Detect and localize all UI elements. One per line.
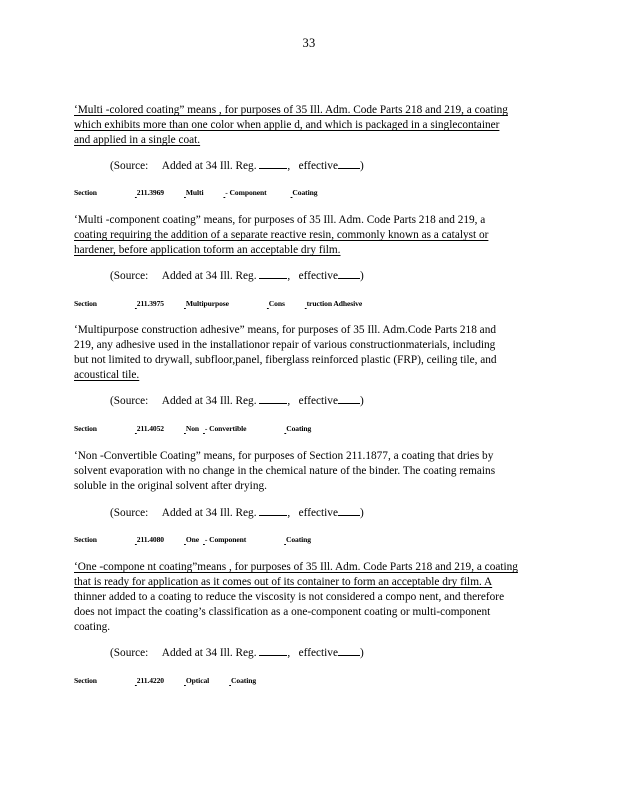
text-line: soluble in the original solvent after drying. xyxy=(74,480,267,492)
register-blank xyxy=(259,505,287,516)
section-number: 211.4052 xyxy=(136,424,165,433)
text-line: ‘Multipurpose construction adhesive” means, for purposes of 35 Ill. Adm.Code Parts 218 and xyxy=(74,324,496,336)
section-number: 211.3969 xyxy=(136,188,165,197)
register-blank xyxy=(259,645,287,656)
section-number: 211.3975 xyxy=(136,299,165,308)
section-title: - Component xyxy=(204,535,247,544)
source-close: ) xyxy=(359,507,364,519)
source-effective: effective xyxy=(298,270,338,282)
source-effective: effective xyxy=(298,395,338,407)
section-title: Coating xyxy=(231,676,257,685)
section-word: Section xyxy=(74,535,97,544)
source-comma: , xyxy=(287,395,291,407)
effective-date-blank xyxy=(338,158,360,169)
source-open: (Source: xyxy=(110,270,149,282)
register-blank xyxy=(259,268,287,279)
source-open: (Source: xyxy=(110,395,149,407)
section-title: - Component xyxy=(225,188,267,197)
text-line: 219, any adhesive used in the installationor repair of various constructionmaterials, including xyxy=(74,339,496,351)
source-close: ) xyxy=(359,395,364,407)
text-line: does not impact the coating’s classification as a one-component coating or multi-component xyxy=(74,606,491,618)
source-added: Added at 34 Ill. Reg. xyxy=(161,507,257,519)
text-line: coating requiring the addition of a separate reactive resin, commonly known as a catalyst or xyxy=(74,229,489,241)
source-added: Added at 34 Ill. Reg. xyxy=(161,160,257,172)
text-line: ‘Multi -component coating” means, for purposes of 35 Ill. Adm. Code Parts 218 and 219, a xyxy=(74,214,486,226)
source-effective: effective xyxy=(298,507,338,519)
section-heading xyxy=(74,299,386,308)
section-word: Section xyxy=(74,299,97,308)
section-number: 211.4220 xyxy=(136,676,165,685)
source-note xyxy=(110,393,364,407)
section-number: 211.4080 xyxy=(136,535,165,544)
register-blank xyxy=(259,393,287,404)
effective-date-blank xyxy=(338,505,360,516)
text-line: coating. xyxy=(74,621,111,633)
section-heading xyxy=(74,535,331,544)
source-open: (Source: xyxy=(110,160,149,172)
source-close: ) xyxy=(359,270,364,282)
text-line: and applied in a single coat. xyxy=(74,134,201,146)
definition-multipurpose-construction-adhesive xyxy=(74,323,526,383)
effective-date-blank xyxy=(338,393,360,404)
source-comma: , xyxy=(287,160,291,172)
source-close: ) xyxy=(359,647,364,659)
source-close: ) xyxy=(359,160,364,172)
source-open: (Source: xyxy=(110,647,149,659)
definition-one-component-coating xyxy=(74,560,526,635)
page-number: 33 xyxy=(302,36,316,50)
source-comma: , xyxy=(287,507,291,519)
source-comma: , xyxy=(287,270,291,282)
text-line: acoustical tile. xyxy=(74,369,140,381)
source-comma: , xyxy=(287,647,291,659)
source-note xyxy=(110,505,364,519)
section-title: One xyxy=(185,535,200,544)
source-effective: effective xyxy=(298,160,338,172)
source-added: Added at 34 Ill. Reg. xyxy=(161,270,257,282)
definition-non-convertible-coating xyxy=(74,449,526,494)
section-title: Optical xyxy=(185,676,210,685)
section-word: Section xyxy=(74,676,97,685)
effective-date-blank xyxy=(338,268,360,279)
section-title: Multi xyxy=(185,188,204,197)
text-line: ‘One -compone nt coating”means , for purposes of 35 Ill. Adm. Code Parts 218 and 219, a coating xyxy=(74,561,518,573)
section-heading xyxy=(74,676,276,685)
section-title: Cons xyxy=(268,299,285,308)
text-line: hardener, before application toform an acceptable dry film. xyxy=(74,244,341,256)
section-title: Non xyxy=(185,424,200,433)
text-line: ‘Non -Convertible Coating” means, for purposes of Section 211.1877, a coating that dries by xyxy=(74,450,494,462)
effective-date-blank xyxy=(338,645,360,656)
text-line: ‘Multi -colored coating” means , for purposes of 35 Ill. Adm. Code Parts 218 and 219, a coating xyxy=(74,104,508,116)
section-heading xyxy=(74,424,331,433)
text-line: thinner added to a coating to reduce the viscosity is not considered a compo nent, and therefore xyxy=(74,591,505,603)
section-title: Coating xyxy=(286,424,312,433)
register-blank xyxy=(259,158,287,169)
source-added: Added at 34 Ill. Reg. xyxy=(161,395,257,407)
text-line: but not limited to drywall, subfloor,panel, fiberglass reinforced plastic (FRP), ceiling tile, and xyxy=(74,354,497,366)
section-title: Coating xyxy=(292,188,318,197)
section-title: Multipurpose xyxy=(185,299,229,308)
section-word: Section xyxy=(74,424,97,433)
source-open: (Source: xyxy=(110,507,149,519)
section-title: - Convertible xyxy=(204,424,247,433)
source-note xyxy=(110,268,364,282)
definition-multi-colored-coating xyxy=(74,103,526,148)
definition-multi-component-coating xyxy=(74,213,526,258)
section-title: Coating xyxy=(285,535,312,544)
text-line: that is ready for application as it comes out of its container to form an acceptable dry film. A xyxy=(74,576,493,588)
source-added: Added at 34 Ill. Reg. xyxy=(161,647,257,659)
section-word: Section xyxy=(74,188,97,197)
section-heading xyxy=(74,188,341,197)
section-title: truction Adhesive xyxy=(306,299,363,308)
source-note xyxy=(110,158,364,172)
text-line: which exhibits more than one color when applie d, and which is packaged in a singlecontainer xyxy=(74,119,500,131)
source-note xyxy=(110,645,364,659)
text-line: solvent evaporation with no change in the chemical nature of the binder. The coating remains xyxy=(74,465,496,477)
source-effective: effective xyxy=(298,647,338,659)
